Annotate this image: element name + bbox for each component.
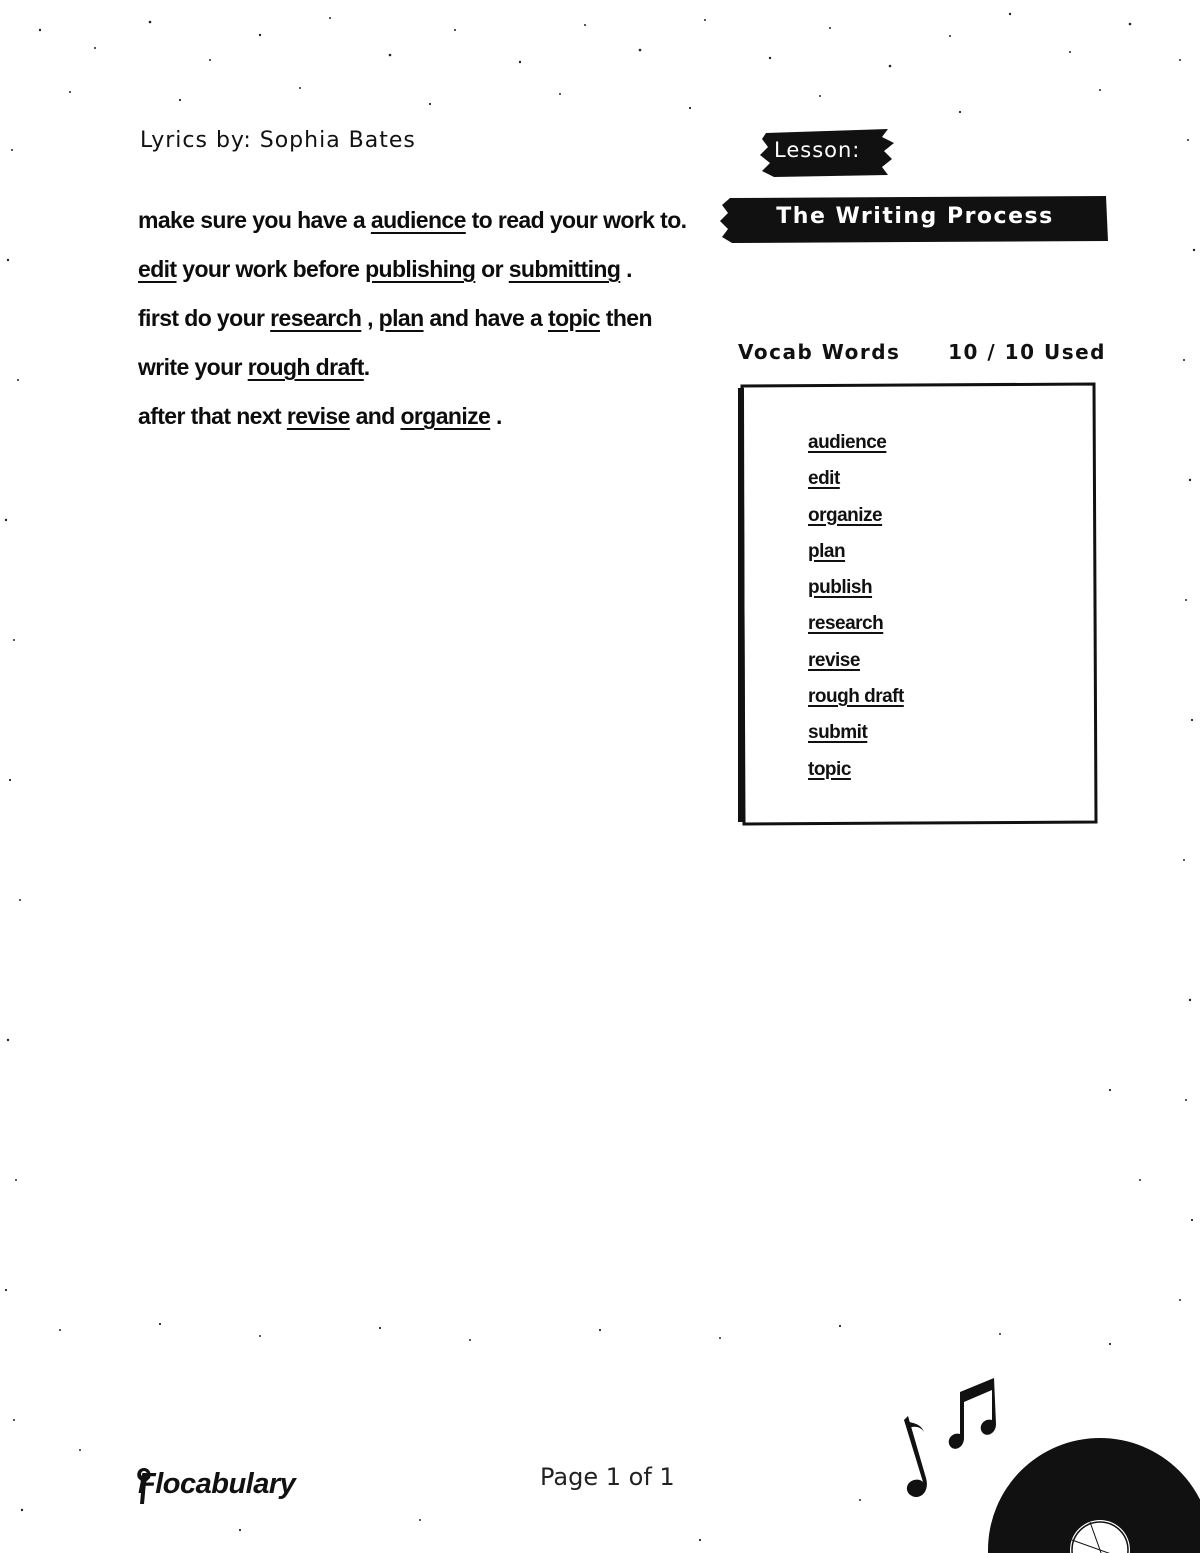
lyrics-text (138, 196, 698, 441)
lyrics-line: first do your research , plan and have a topic then write your rough draft. (138, 305, 652, 380)
music-record-icon (890, 1360, 1200, 1553)
lyrics-line: edit your work before publishing or submitting . (138, 256, 632, 282)
vocab-word-highlight: organize (400, 403, 491, 429)
vocab-word-list (808, 432, 904, 795)
vocab-header (738, 340, 1106, 364)
flocabulary-logo: Flocabulary (138, 1468, 296, 1500)
vocab-word-highlight: publishing (365, 256, 476, 282)
vocab-word-highlight: plan (378, 305, 424, 331)
vocab-word: rough draft (808, 686, 904, 708)
lesson-tag-label: Lesson: (774, 138, 861, 162)
lyrics-byline: Lyrics by: Sophia Bates (140, 128, 416, 153)
vocab-word: revise (808, 649, 860, 671)
vocab-word: plan (808, 540, 846, 562)
lesson-title-banner (720, 195, 1110, 245)
lyrics-line: make sure you have a audience to read your work to. (138, 207, 687, 233)
vocab-word: submit (808, 722, 868, 744)
vocab-word: audience (808, 432, 887, 453)
vocab-word: research (808, 613, 884, 635)
vocab-word: publish (808, 577, 873, 599)
vocab-word-highlight: submitting (508, 256, 621, 282)
vocab-word-highlight: edit (138, 256, 177, 282)
vocab-word: edit (808, 468, 840, 490)
lyrics-line: after that next revise and organize . (138, 403, 502, 429)
vocab-word-highlight: rough draft (247, 354, 364, 380)
vocab-count: 10 / 10 Used (948, 340, 1106, 364)
vocab-word: topic (808, 758, 851, 780)
vocab-word-highlight: research (270, 305, 362, 331)
vocab-word-highlight: revise (286, 403, 350, 429)
lesson-title: The Writing Process (776, 204, 1054, 229)
vocab-heading: Vocab Words (738, 340, 901, 364)
page-number: Page 1 of 1 (540, 1463, 675, 1491)
vocab-word-highlight: topic (548, 305, 600, 331)
vocab-word: organize (808, 504, 883, 526)
vocab-word-highlight: audience (370, 207, 466, 233)
vocab-box-frame (738, 382, 1098, 826)
lesson-tag (760, 127, 894, 179)
